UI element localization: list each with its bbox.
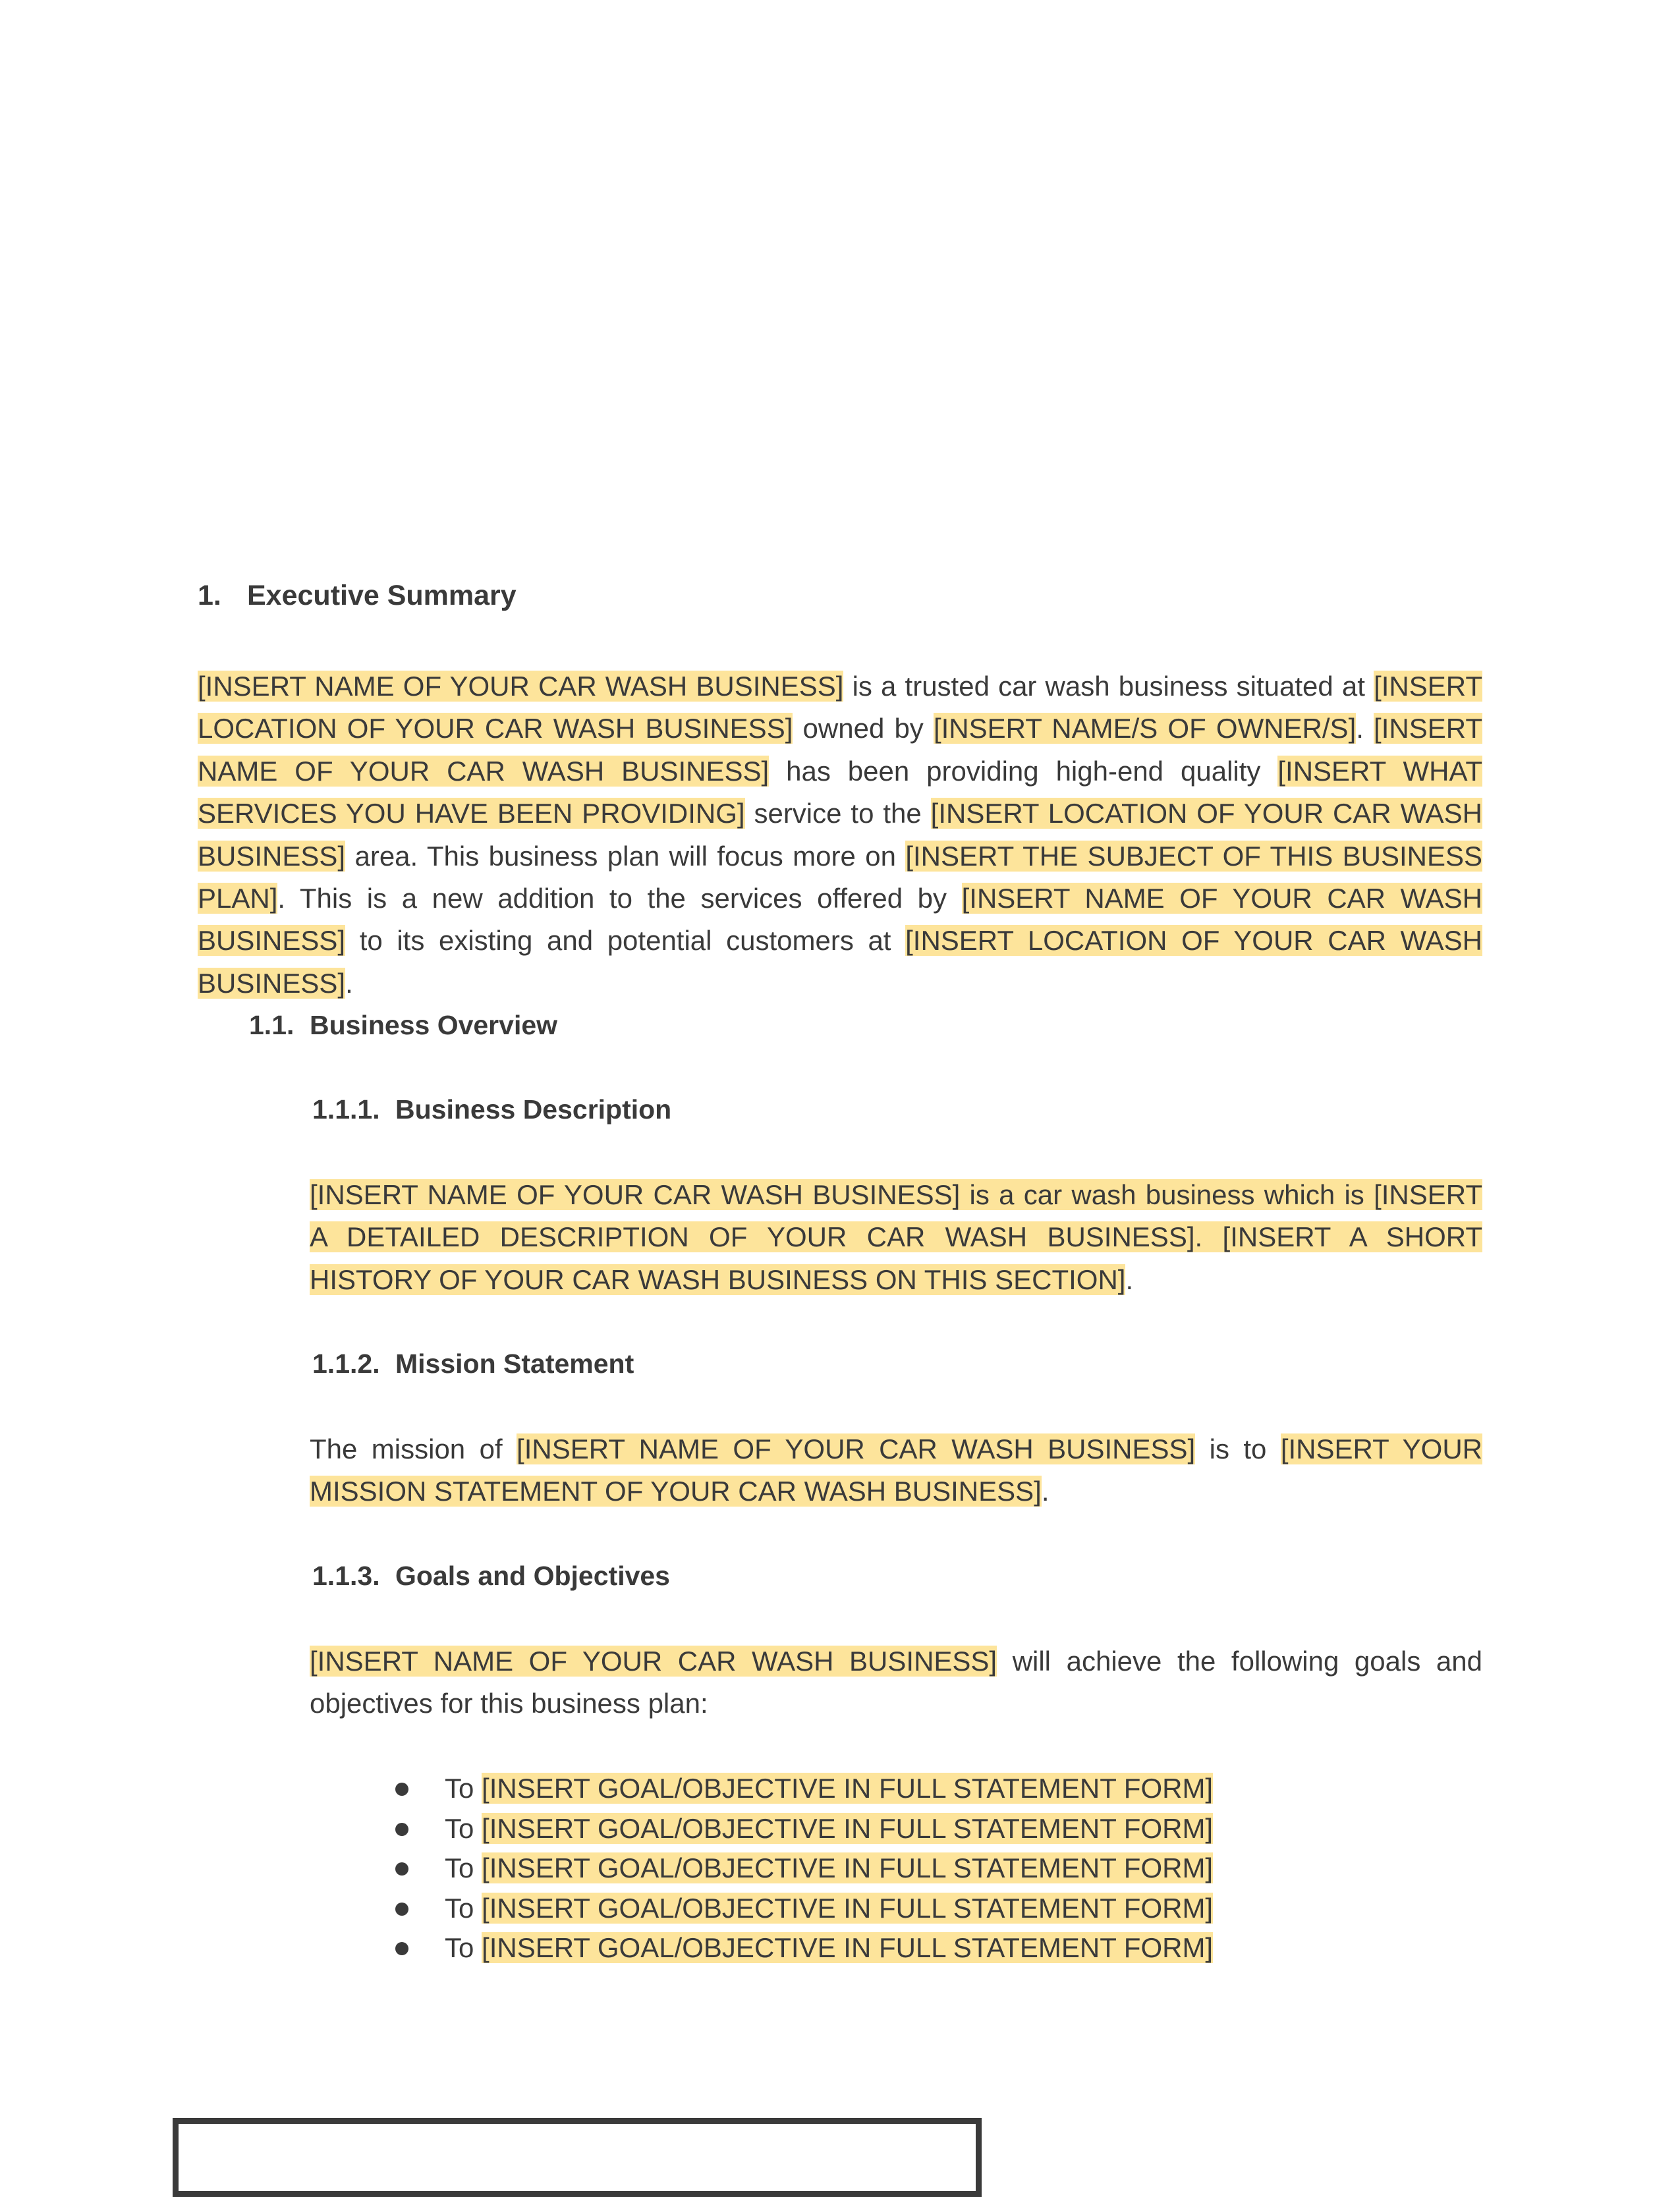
bordered-text-box — [173, 2118, 982, 2197]
list-item — [395, 1809, 1213, 1849]
section-title: Goals and Objectives — [395, 1561, 670, 1591]
goal-placeholder: [INSERT GOAL/OBJECTIVE IN FULL STATEMENT FORM] — [482, 1852, 1214, 1883]
placeholder-text: [INSERT NAME OF YOUR CAR WASH BUSINESS] — [198, 883, 1483, 957]
goal-prefix: To — [445, 1932, 482, 1963]
body-text: . — [345, 967, 353, 999]
placeholder-text: [INSERT WHAT SERVICES YOU HAVE BEEN PROVIDING] — [198, 755, 1482, 829]
body-text: has been providing high-end quality — [769, 755, 1278, 787]
body-text: . — [1125, 1264, 1134, 1295]
goal-placeholder: [INSERT GOAL/OBJECTIVE IN FULL STATEMENT FORM] — [482, 1812, 1214, 1844]
goal-prefix: To — [445, 1812, 482, 1844]
placeholder-text: [INSERT NAME/S OF OWNER/S] — [933, 713, 1357, 744]
section-title: Business Overview — [310, 1010, 558, 1040]
business-description-paragraph — [310, 1174, 1482, 1301]
placeholder-text: [INSERT THE SUBJECT OF THIS BUSINESS PLAN] — [198, 840, 1483, 914]
body-text: is to — [1195, 1433, 1281, 1464]
section-heading-business-overview — [249, 1010, 557, 1041]
section-title: Mission Statement — [395, 1349, 634, 1379]
placeholder-text: [INSERT NAME OF YOUR CAR WASH BUSINESS] — [198, 713, 1482, 787]
placeholder-text: [INSERT YOUR MISSION STATEMENT OF YOUR CAR WASH BUSINESS] — [310, 1433, 1483, 1507]
list-item — [395, 1889, 1213, 1929]
placeholder-text: [INSERT LOCATION OF YOUR CAR WASH BUSINESS] — [198, 798, 1482, 872]
body-text: . — [1356, 713, 1374, 744]
body-text: . — [1041, 1476, 1050, 1507]
body-text: service to the — [744, 798, 931, 829]
placeholder-text: [INSERT LOCATION OF YOUR CAR WASH BUSINESS] — [198, 671, 1482, 744]
goals-list — [395, 1769, 1213, 1968]
placeholder-text: [INSERT NAME OF YOUR CAR WASH BUSINESS] — [310, 1646, 997, 1677]
placeholder-text: [INSERT NAME OF YOUR CAR WASH BUSINESS] — [198, 671, 844, 702]
goal-placeholder: [INSERT GOAL/OBJECTIVE IN FULL STATEMENT FORM] — [482, 1892, 1214, 1924]
goal-prefix: To — [445, 1852, 482, 1883]
goals-intro-paragraph — [310, 1640, 1482, 1725]
body-text: is a trusted car wash business situated at — [843, 671, 1374, 702]
section-number: 1.1.1. — [312, 1094, 380, 1125]
section-heading-mission-statement — [312, 1349, 634, 1379]
list-item — [395, 1769, 1213, 1809]
section-heading-executive-summary — [198, 580, 517, 612]
bullet-icon — [395, 1783, 408, 1796]
mission-statement-paragraph — [310, 1428, 1482, 1513]
executive-summary-paragraph — [198, 665, 1482, 1005]
list-item — [395, 1849, 1213, 1889]
bullet-icon — [395, 1823, 408, 1836]
section-heading-goals-objectives — [312, 1561, 670, 1592]
body-text: The mission of — [310, 1433, 517, 1464]
body-text: will achieve the following goals and objectives for this business plan: — [310, 1646, 1482, 1719]
body-text: owned by — [793, 713, 934, 744]
section-number: 1.1.3. — [312, 1561, 380, 1591]
placeholder-text: [INSERT NAME OF YOUR CAR WASH BUSINESS] — [517, 1433, 1196, 1464]
body-text: to its existing and potential customers at — [345, 925, 906, 957]
body-text: . This is a new addition to the services offered by — [277, 883, 962, 914]
body-text: area. This business plan will focus more on — [345, 840, 906, 872]
goal-prefix: To — [445, 1892, 482, 1924]
placeholder-text: [INSERT NAME OF YOUR CAR WASH BUSINESS] is a car wash business which is [INSERT A DETAILED DESCRIPTION OF YOUR CAR WASH BUSINESS]. [INSERT A SHORT HISTORY OF YOUR CAR WASH BUSINESS ON THIS SECTION] — [310, 1179, 1482, 1295]
goal-placeholder: [INSERT GOAL/OBJECTIVE IN FULL STATEMENT FORM] — [482, 1932, 1214, 1963]
goal-prefix: To — [445, 1773, 482, 1804]
section-title: Business Description — [395, 1094, 672, 1125]
bullet-icon — [395, 1903, 408, 1916]
section-heading-business-description — [312, 1094, 671, 1125]
section-number: 1.1.2. — [312, 1349, 380, 1379]
list-item — [395, 1928, 1213, 1968]
bullet-icon — [395, 1862, 408, 1876]
placeholder-text: [INSERT LOCATION OF YOUR CAR WASH BUSINESS] — [198, 925, 1482, 999]
section-title: Executive Summary — [247, 580, 517, 611]
goal-placeholder: [INSERT GOAL/OBJECTIVE IN FULL STATEMENT FORM] — [482, 1773, 1214, 1804]
bullet-icon — [395, 1942, 408, 1955]
section-number: 1.1. — [249, 1010, 294, 1040]
section-number: 1. — [198, 580, 221, 611]
